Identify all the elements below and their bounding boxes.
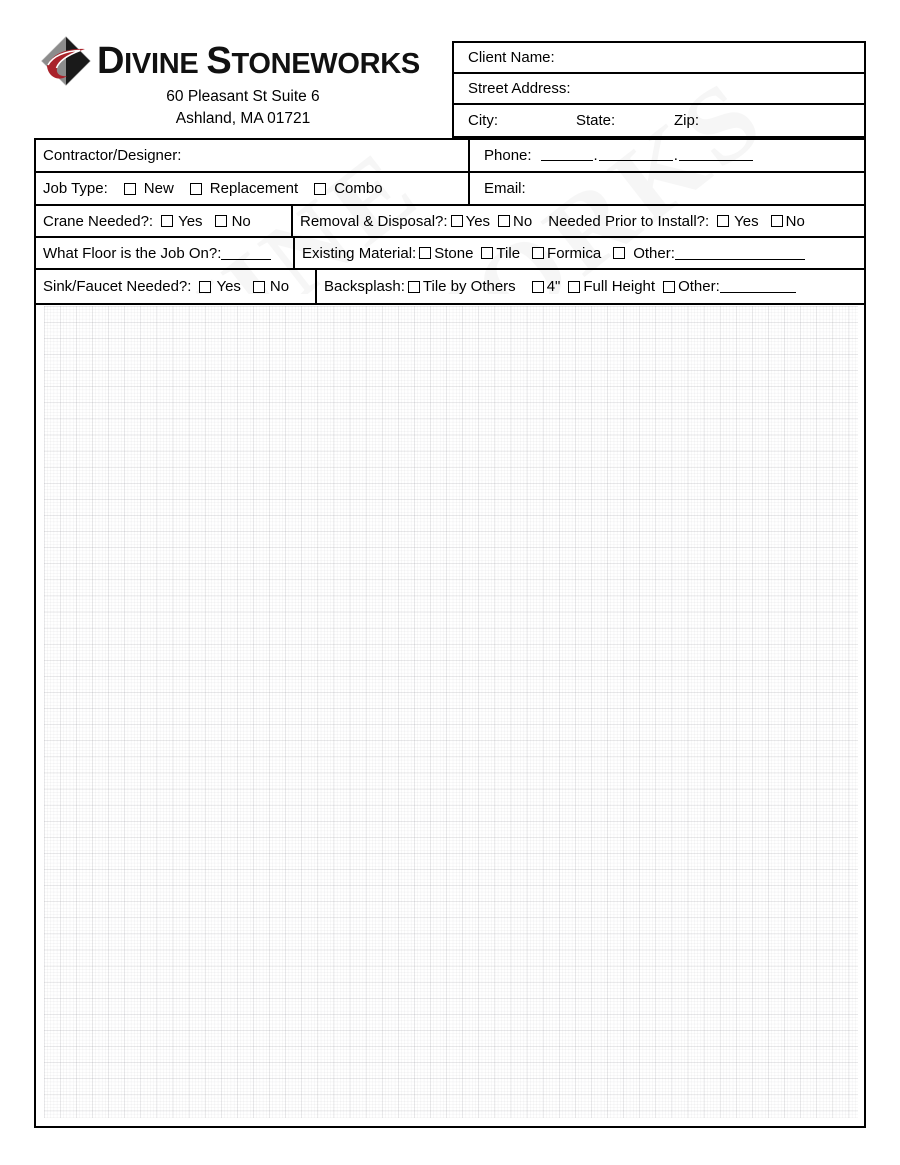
- backsplash-label: Backsplash:: [324, 278, 405, 295]
- job-type-label: Job Type:: [43, 180, 108, 197]
- job-type-option-combo: Combo: [334, 180, 383, 197]
- removal-label: Removal & Disposal?:: [300, 212, 448, 230]
- removal-option-yes: Yes: [465, 212, 491, 230]
- checkbox-removal-no[interactable]: [498, 215, 510, 227]
- checkbox-crane-yes[interactable]: [161, 215, 173, 227]
- sink-option-yes: Yes: [216, 278, 241, 295]
- job-type-option-replacement: Replacement: [209, 180, 299, 197]
- contractor-cell[interactable]: [36, 140, 470, 171]
- existing-material-cell[interactable]: [295, 238, 864, 268]
- crane-option-yes: Yes: [178, 212, 203, 230]
- state-label: State:: [576, 112, 616, 129]
- wordmark-d: D: [97, 40, 125, 82]
- drawing-area[interactable]: [34, 294, 866, 1128]
- material-option-tile: Tile: [496, 244, 521, 262]
- crane-cell[interactable]: [36, 206, 293, 236]
- contractor-phone-row: [36, 140, 864, 173]
- street-address-label: Street Address:: [468, 80, 571, 97]
- material-other-label: Other:: [633, 244, 675, 262]
- phone-cell[interactable]: [470, 140, 864, 171]
- prior-install-option-no: No: [785, 212, 805, 230]
- crane-option-no: No: [231, 212, 251, 230]
- checkbox-backsplash-tile-by-others[interactable]: [408, 281, 420, 293]
- sink-faucet-label: Sink/Faucet Needed?:: [43, 278, 192, 295]
- backsplash-option-tile-by-others: Tile by Others: [422, 278, 516, 295]
- company-branding: [40, 36, 440, 130]
- checkbox-sink-yes[interactable]: [199, 281, 211, 293]
- email-cell[interactable]: [470, 173, 864, 204]
- brand-line: [40, 36, 440, 86]
- checkbox-material-tile[interactable]: [481, 247, 493, 259]
- material-option-formica: Formica: [547, 244, 602, 262]
- phone-input-line[interactable]: . .: [541, 149, 753, 161]
- zip-label: Zip:: [674, 112, 700, 129]
- sink-faucet-cell[interactable]: [36, 270, 317, 303]
- contractor-label: Contractor/Designer:: [43, 147, 182, 164]
- checkbox-material-stone[interactable]: [419, 247, 431, 259]
- checkbox-backsplash-other[interactable]: [663, 281, 675, 293]
- client-name-label: Client Name:: [468, 49, 555, 66]
- job-type-option-new: New: [143, 180, 174, 197]
- checkbox-material-other[interactable]: [613, 247, 625, 259]
- floor-material-row: [36, 238, 864, 270]
- wordmark-ivine: IVINE: [124, 48, 199, 80]
- checkbox-jobtype-new[interactable]: [124, 183, 136, 195]
- client-name-row[interactable]: [454, 43, 864, 74]
- company-address-line1: 60 Pleasant St Suite 6: [166, 88, 320, 105]
- company-address-line2: Ashland, MA 01721: [175, 110, 311, 127]
- checkbox-jobtype-replacement[interactable]: [190, 183, 202, 195]
- backsplash-cell[interactable]: [317, 270, 864, 303]
- backsplash-other-input-line[interactable]: [720, 280, 796, 293]
- checkbox-sink-no[interactable]: [253, 281, 265, 293]
- checkbox-prior-yes[interactable]: [717, 215, 729, 227]
- floor-label: What Floor is the Job On?:: [43, 244, 222, 262]
- company-logo-icon: [40, 35, 92, 87]
- removal-prior-cell[interactable]: [293, 206, 864, 236]
- wordmark-s: S: [206, 40, 232, 82]
- sink-option-no: No: [269, 278, 290, 295]
- checkbox-backsplash-full-height[interactable]: [568, 281, 580, 293]
- job-details-table: [34, 138, 866, 305]
- checkbox-backsplash-4in[interactable]: [532, 281, 544, 293]
- wordmark-toneworks: TONEWORKS: [231, 48, 420, 80]
- company-wordmark: [97, 42, 420, 80]
- checkbox-prior-no[interactable]: [771, 215, 783, 227]
- existing-material-label: Existing Material:: [302, 244, 417, 262]
- client-info-table: [452, 41, 866, 138]
- city-label: City:: [468, 112, 498, 129]
- crane-label: Crane Needed?:: [43, 212, 154, 230]
- removal-option-no: No: [513, 212, 533, 230]
- jobtype-email-row: [36, 173, 864, 206]
- floor-input-line[interactable]: [221, 247, 271, 260]
- checkbox-removal-yes[interactable]: [451, 215, 463, 227]
- checkbox-jobtype-combo[interactable]: [314, 183, 326, 195]
- city-state-zip-row[interactable]: [454, 105, 864, 136]
- street-address-row[interactable]: [454, 74, 864, 105]
- checkbox-material-formica[interactable]: [532, 247, 544, 259]
- prior-install-label: Needed Prior to Install?:: [548, 212, 710, 230]
- backsplash-other-label: Other:: [678, 278, 720, 295]
- phone-label: Phone:: [484, 147, 532, 164]
- material-other-input-line[interactable]: [675, 247, 805, 260]
- email-label: Email:: [484, 180, 526, 197]
- backsplash-option-full-height: Full Height: [583, 278, 656, 295]
- floor-cell[interactable]: [36, 238, 295, 268]
- backsplash-option-4in: 4": [546, 278, 561, 295]
- checkbox-crane-no[interactable]: [215, 215, 227, 227]
- crane-removal-row: [36, 206, 864, 238]
- page-header: [0, 0, 900, 136]
- sink-backsplash-row: [36, 270, 864, 303]
- prior-install-option-yes: Yes: [734, 212, 759, 230]
- job-type-cell[interactable]: [36, 173, 470, 204]
- graph-paper-grid[interactable]: [44, 306, 858, 1118]
- material-option-stone: Stone: [434, 244, 474, 262]
